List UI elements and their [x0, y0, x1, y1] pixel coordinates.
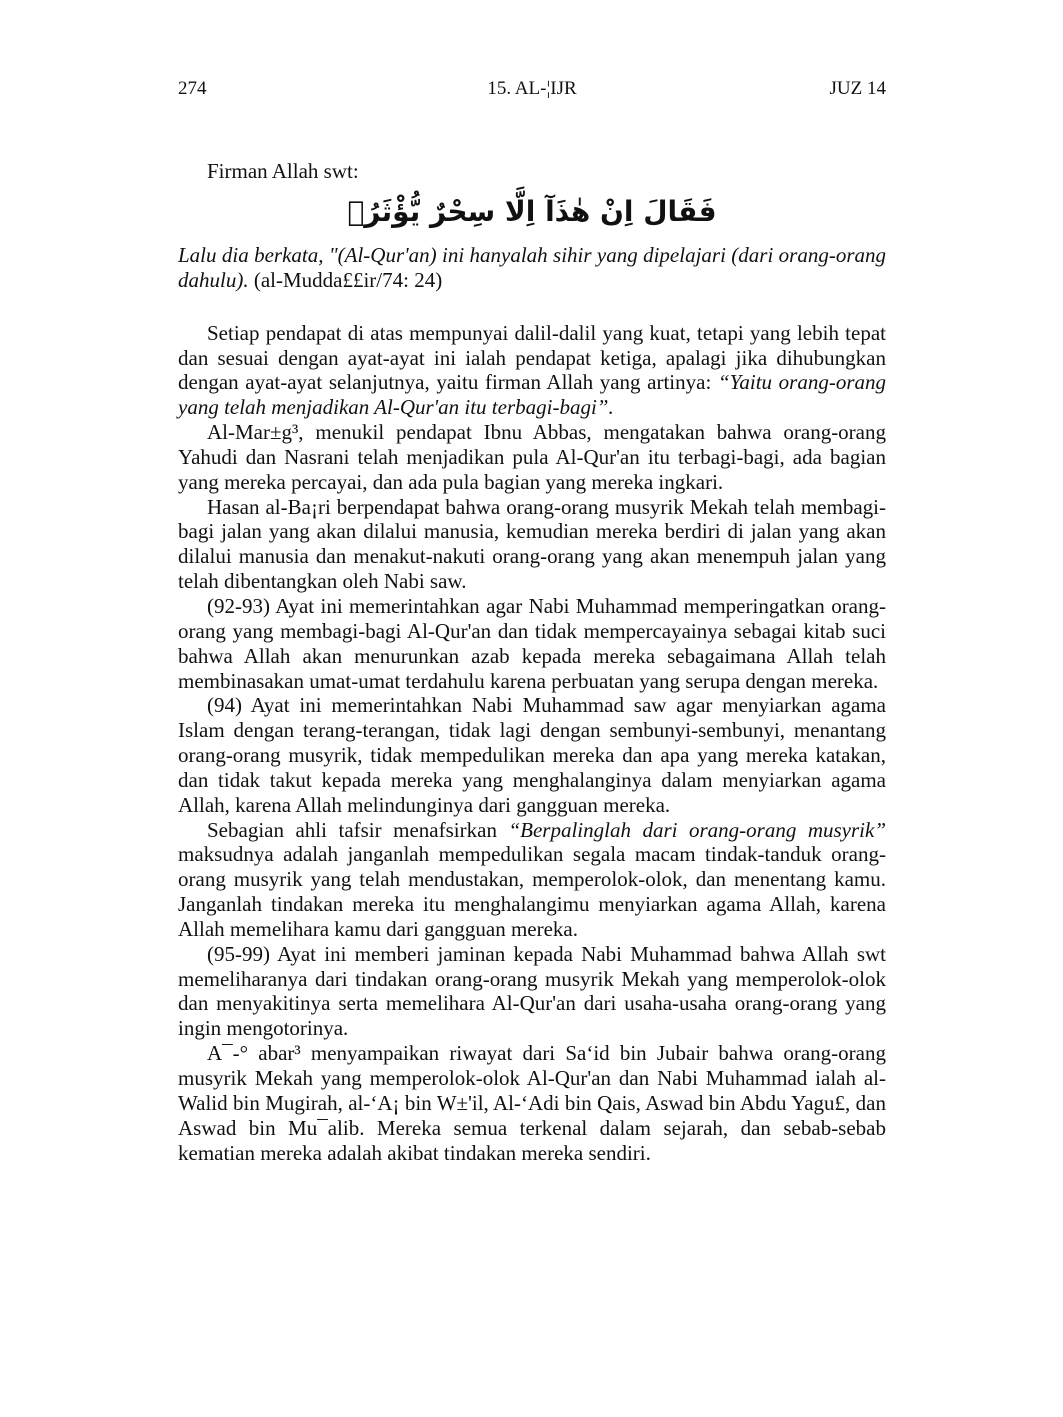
paragraph-1 — [178, 321, 886, 420]
paragraph-3: Hasan al-Ba¡ri berpendapat bahwa orang-orang musyrik Mekah telah membagi-bagi jalan yang akan dilalui manusia, kemudian mereka berdiri di jalan yang akan dilalui manusia dan menakut-nakuti orang-orang yang akan menempuh jalan yang telah dibentangkan oleh Nabi saw. — [178, 494, 886, 594]
paragraph-5: (94) Ayat ini memerintahkan Nabi Muhammad saw agar menyiarkan agama Islam dengan terang-terangan, tidak lagi dengan sembunyi-sembunyi, menantang orang-orang musyrik, tidak mempedulikan mereka dan apa yang mereka katakan, dan tidak takut kepada mereka yang menghalanginya dalam menyiarkan agama Allah, karena Allah melindunginya dari gangguan mereka. — [178, 693, 886, 817]
surah-title: 15. AL-¦IJR — [487, 78, 577, 99]
juz-label: JUZ 14 — [829, 78, 886, 99]
page-number: 274 — [178, 78, 207, 99]
paragraph-8: A¯-° abar³ menyampaikan riwayat dari Sa‘id bin Jubair bahwa orang-orang musyrik Mekah yang memperolok-olok Al-Qur'an dan Nabi Muhammad ialah al-Walid bin Mugirah, al-‘A¡ bin W±'il, Al-‘Adi bin Qais, Aswad bin Abdu Yagu£, dan Aswad bin Mu¯alib. Mereka semua terkenal dalam sejarah, dan sebab-sebab kematian mereka adalah akibat tindakan mereka sendiri. — [178, 1041, 886, 1165]
translation-italic: Lalu dia berkata, "(Al-Qur'an) ini hanyalah sihir yang dipelajari (dari orang-orang dahulu). — [178, 243, 886, 292]
paragraph-7: (95-99) Ayat ini memberi jaminan kepada Nabi Muhammad bahwa Allah swt memeliharanya dari tindakan orang-orang musyrik Mekah yang memperolok-olok dan menyakitinya serta memelihara Al-Qur'an dari usaha-usaha orang-orang yang ingin mengotorinya. — [178, 941, 886, 1041]
paragraph-4: (92-93) Ayat ini memerintahkan agar Nabi Muhammad memperingatkan orang-orang yang membagi-bagi Al-Qur'an dan tidak mempercayainya sebagai kitab suci bahwa Allah akan menurunkan azab kepada mereka sebagaimana Allah telah membinasakan umat-umat terdahulu karena perbuatan yang serupa dengan mereka. — [178, 593, 886, 693]
paragraph-1-quote: “Yaitu orang-orang yang telah menjadikan Al-Qur'an itu terbagi-bagi”. — [178, 370, 887, 420]
paragraph-6 — [178, 818, 886, 942]
paragraph-6-after: maksudnya adalah janganlah mempedulikan segala macam tindak-tanduk orang-orang musyrik yang telah mendustakan, memperolok-olok, dan menentang kamu. Janganlah tindakan mereka itu menghalangimu menyiarkan agama Allah, karena Allah memelihara kamu dari gangguan mereka. — [178, 842, 886, 941]
paragraph-6-before: Sebagian ahli tafsir menafsirkan — [207, 817, 509, 842]
paragraph-6-quote: “Berpalinglah dari orang-orang musyrik” — [508, 817, 887, 842]
verse-translation — [178, 243, 886, 293]
verse-reference: (al-Mudda££ir/74: 24) — [248, 267, 443, 292]
running-header — [178, 76, 886, 102]
body-text — [178, 243, 886, 1165]
intro-line: Firman Allah swt: — [207, 159, 359, 183]
paragraph-gap — [178, 293, 886, 321]
paragraph-1-text: Setiap pendapat di atas mempunyai dalil-dalil yang kuat, tetapi yang lebih tepat dan sesuai dengan ayat-ayat ini ialah pendapat ketiga, apalagi jika dihubungkan dengan ayat-ayat selanjutnya, yaitu firman Allah yang artinya: — [178, 320, 886, 395]
paragraph-2: Al-Mar±g³, menukil pendapat Ibnu Abbas, mengatakan bahwa orang-orang Yahudi dan Nasrani telah menjadikan pula Al-Qur'an itu terbagi-bagi, ada bagian yang mereka percayai, dan ada pula bagian yang mereka ingkari. — [178, 420, 886, 494]
arabic-verse: فَقَالَ اِنْ هٰذَآ اِلَّا سِحْرٌ يُّؤْثَرُۙ — [347, 195, 717, 228]
